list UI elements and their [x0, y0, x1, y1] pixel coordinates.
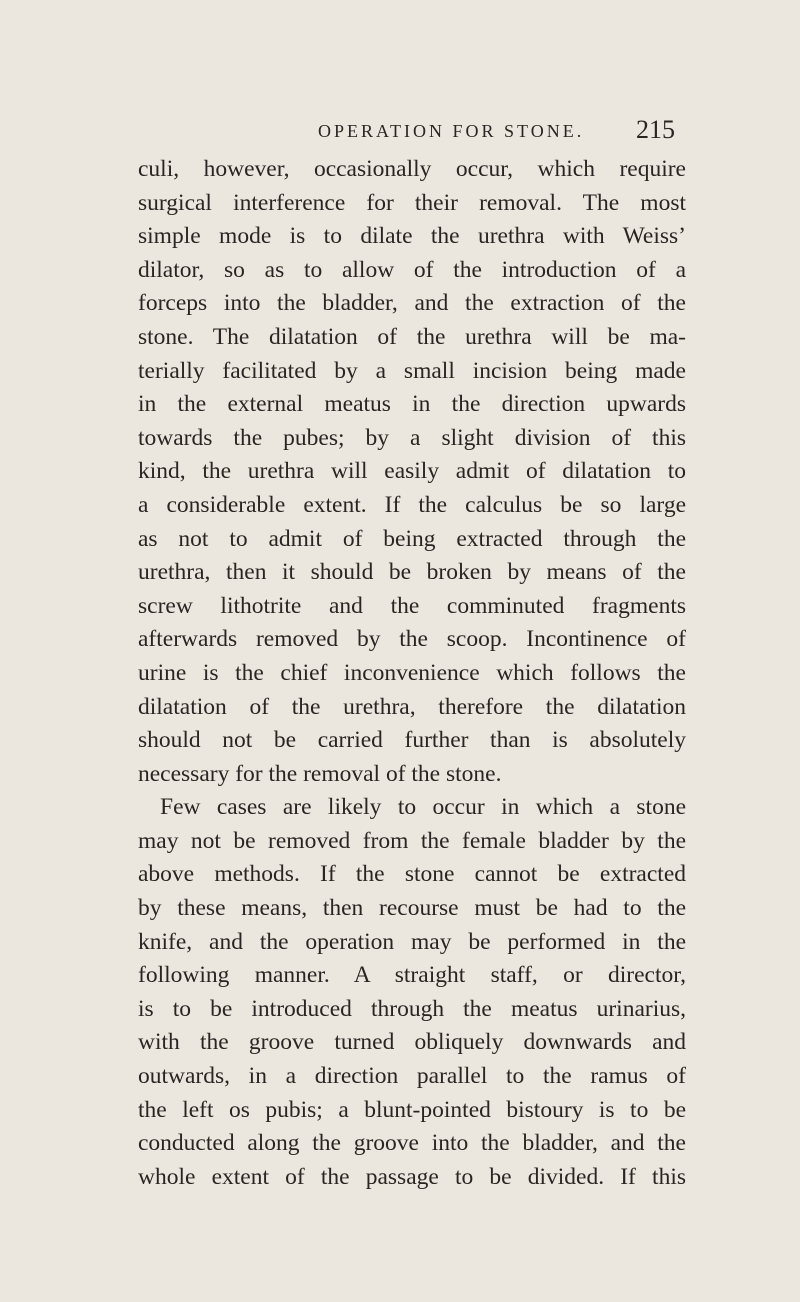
text-line: terially facilitated by a small incision being made	[138, 357, 686, 384]
text-line: towards the pubes; by a slight division of this	[138, 424, 686, 451]
text-line: forceps into the bladder, and the extraction of the	[138, 290, 686, 317]
text-line: surgical interference for their removal. The most	[138, 189, 686, 216]
text-line: as not to admit of being extracted through the	[138, 525, 686, 552]
page-number: 215	[636, 115, 675, 144]
text-line: with the groove turned obliquely downwards and	[138, 1029, 686, 1056]
text-line: following manner. A straight staff, or director,	[138, 962, 686, 989]
text-line: simple mode is to dilate the urethra with Weiss’	[138, 223, 686, 250]
text-line: urethra, then it should be broken by means of the	[138, 559, 686, 586]
text-line: above methods. If the stone cannot be extracted	[138, 861, 686, 888]
text-line: is to be introduced through the meatus urinarius,	[138, 995, 686, 1022]
text-line: in the external meatus in the direction upwards	[138, 391, 686, 418]
running-title: OPERATION FOR STONE.	[318, 121, 585, 141]
text-line: conducted along the groove into the bladder, and the	[138, 1130, 686, 1157]
body-text	[138, 153, 686, 1194]
text-line: afterwards removed by the scoop. Incontinence of	[138, 626, 686, 653]
text-line: culi, however, occasionally occur, which require	[138, 156, 686, 182]
text-line: dilatation of the urethra, therefore the dilatation	[138, 693, 686, 720]
text-line: necessary for the removal of the stone.	[138, 760, 502, 787]
text-line: by these means, then recourse must be had to the	[138, 895, 686, 922]
text-line: knife, and the operation may be performed in the	[138, 928, 686, 955]
text-line: the left os pubis; a blunt-pointed bistoury is to be	[138, 1096, 686, 1123]
text-line: Few cases are likely to occur in which a stone	[160, 794, 686, 821]
text-line: should not be carried further than is absolutely	[138, 727, 686, 754]
text-line: screw lithotrite and the comminuted fragments	[138, 592, 686, 619]
text-line: a considerable extent. If the calculus be so large	[138, 491, 686, 518]
text-line: outwards, in a direction parallel to the ramus of	[138, 1063, 686, 1090]
text-line: kind, the urethra will easily admit of dilatation to	[138, 458, 686, 485]
text-line: stone. The dilatation of the urethra will be ma-	[138, 323, 686, 350]
text-line: may not be removed from the female bladder by the	[138, 827, 686, 854]
text-line: dilator, so as to allow of the introduction of a	[138, 256, 686, 283]
text-line: whole extent of the passage to be divided. If this	[138, 1163, 686, 1190]
running-head	[0, 117, 800, 147]
text-line: urine is the chief inconvenience which follows the	[138, 659, 686, 686]
